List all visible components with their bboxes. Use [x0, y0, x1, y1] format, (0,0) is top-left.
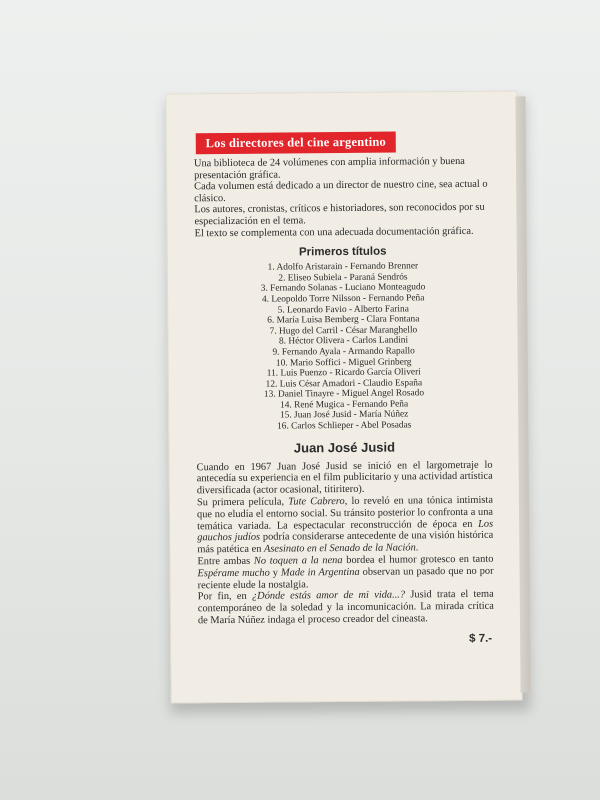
- title-item: 3. Fernando Solanas - Luciano Monteagudo: [260, 282, 426, 295]
- title-item: 8. Héctor Olivera - Carlos Landini: [278, 335, 409, 347]
- intro-line: El texto se complementa con una adecuada documentación gráfica.: [194, 225, 474, 239]
- series-description: [194, 156, 491, 240]
- volume-author-heading: Juan José Jusid: [293, 439, 396, 456]
- title-item: 4. Leopoldo Torre Nilsson - Fernando Peña: [261, 293, 425, 305]
- title-item: 6. María Luisa Bemberg - Clara Fontana: [267, 314, 420, 326]
- title-item: 12. Luis César Amadori - Claudio España: [265, 378, 423, 390]
- title-item: 11. Luis Puenzo - Ricardo García Oliveri: [266, 367, 421, 379]
- intro-line: Los autores, cronistas, críticos e historiadores, son reconocidos por su especialización en el tema.: [194, 202, 485, 228]
- title-item: 14. René Mugica - Fernando Peña: [279, 399, 409, 411]
- intro-line: Una biblioteca de 24 volúmenes con amplia información y buena presentación gráfica.: [193, 155, 465, 181]
- bio-paragraph: Por fin, en ¿Dónde estás amor de mi vida...? Jusid trata el tema contemporáneo de la soledad y la incomunicación. La mirada crítica de María Núñez indaga el proceso creador del cineasta.: [197, 589, 494, 627]
- title-item: 16. Carlos Schlieper - Abel Posadas: [277, 420, 412, 432]
- film-title: ¿Dónde estás amor de mi vida...?: [251, 589, 406, 603]
- price-label: $ 7.-: [469, 632, 493, 645]
- title-item: 2. Eliseo Subiela - Paraná Sendrós: [278, 272, 408, 284]
- cover-text: [194, 131, 494, 647]
- bio-paragraph: Entre ambas No toquen a la nena bordea el humor grotesco en tanto Espérame mucho y Made in Argentina observan un pasado que no por reciente elude la nostalgia.: [197, 553, 494, 591]
- film-title: Asesinato en el Senado de la Nación: [263, 542, 416, 555]
- book-back-cover: [165, 90, 522, 703]
- bio-paragraph: Su primera película, Tute Cabrero, lo reveló en una tónica intimista que no eludía el entorno social. Su tránsito posterior lo confronta a una temática variada. La espectacular reconstrucción de época en Los gauchos judíos podría considerarse antecedente de una visión histórica más patética en Asesinato en el Senado de la Nación.: [196, 494, 494, 556]
- first-titles-heading: Primeros títulos: [298, 245, 387, 259]
- bio-paragraph: Cuando en 1967 Juan José Jusid se inició en el largometraje lo antecedía su experiencia en el film publicitario y una actividad artística diversificada (actor ocasional, titiritero).: [196, 459, 493, 497]
- title-item: 13. Daniel Tinayre - Miguel Angel Rosado: [263, 388, 425, 400]
- titles-list: [195, 261, 492, 433]
- film-title: Made in Argentina: [280, 566, 360, 579]
- series-banner: Los directores del cine argentino: [196, 132, 396, 155]
- film-title: Tute Cabrero: [288, 496, 345, 508]
- film-title: Espérame mucho: [197, 567, 270, 580]
- book-page-edge: [515, 96, 530, 692]
- film-title: Los gauchos judíos: [197, 518, 494, 544]
- title-item: 1. Adolfo Aristarain - Fernando Brenner: [267, 261, 419, 273]
- intro-line: Cada volumen está dedicado a un director de nuestro cine, sea actual o clásico.: [194, 178, 488, 205]
- title-item: 7. Hugo del Carril - César Maranghello: [269, 325, 418, 337]
- title-item: 9. Fernando Ayala - Armando Rapallo: [272, 346, 415, 358]
- title-item: 10. Mario Soffici - Miguel Grinberg: [275, 356, 412, 369]
- film-title: No toquen a la nena: [253, 555, 343, 567]
- title-item: 15. Juan José Jusid - María Núñez: [279, 409, 409, 422]
- title-item: 5. Leonardo Favio - Alberto Farina: [277, 303, 409, 316]
- director-biography: [197, 459, 494, 627]
